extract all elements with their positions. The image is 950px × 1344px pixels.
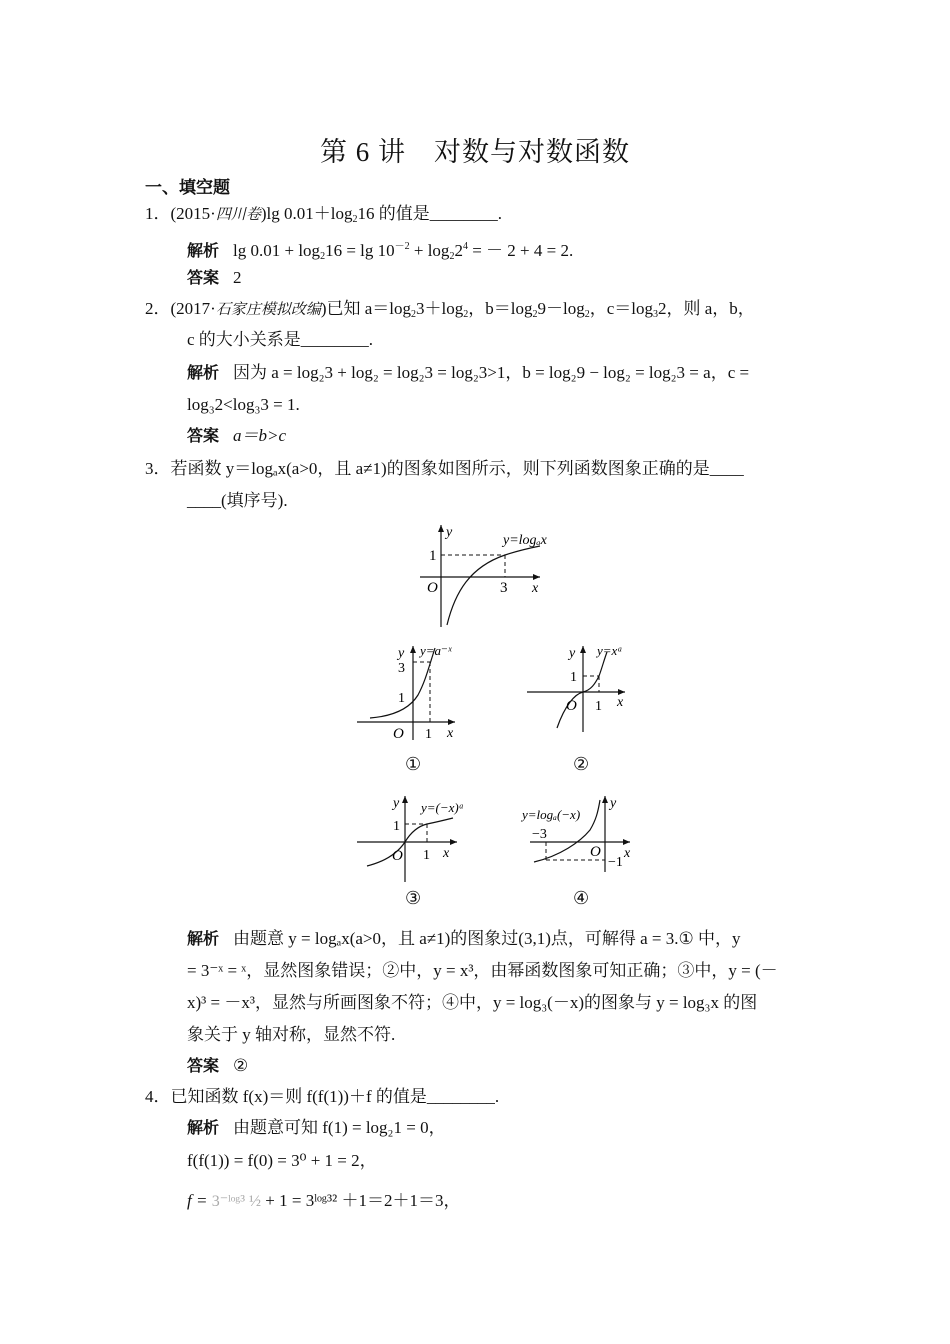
caption-3: ③: [405, 888, 422, 908]
solution-label: 解析: [187, 1118, 220, 1137]
option-4-label: y=logₐ(−x): [522, 807, 581, 822]
figure-option-1: [355, 640, 475, 745]
solution-1: 解析 $\lg 0.01 + \log_216 = \lg 10^{-2} + \log_22^4$ = － 2 + 4 = 2.: [187, 241, 574, 262]
caption-2: ②: [573, 754, 590, 774]
svg-text:O: O: [590, 844, 601, 860]
axis-y: y: [446, 525, 453, 540]
svg-text:1: 1: [570, 670, 577, 685]
svg-text:O: O: [566, 698, 577, 714]
solution-2-cont: log₃2<log₃3 = 1.: [187, 395, 300, 414]
figure-option-4: [520, 790, 645, 885]
answer-label: 答案: [187, 268, 220, 287]
question-3: 3．若函数 y＝logₐx(a>0，且 a≠1)的图象如图所示，则下列函数图象正确的是____: [145, 459, 744, 478]
question-1: 1．(2015·四川卷)lg $0.01+\log_216$ 的值是________.: [145, 204, 502, 225]
svg-text:x: x: [624, 846, 631, 861]
solution-3-line3: x)³ = －x³，显然与所画图象不符；④中，y = log₃(－x)的图象与 y = log₃x 的图: [187, 993, 758, 1012]
svg-text:y: y: [398, 646, 405, 661]
question-3-cont: ____(填序号).: [187, 491, 288, 510]
answer-2: 答案 a＝b>c: [187, 426, 287, 445]
figure-main: [415, 522, 565, 632]
solution-3: 解析 由题意 y = logₐx(a>0，且 a≠1)的图象过(3,1)点，可解得 a = 3.① 中，y: [187, 929, 741, 948]
svg-text:1: 1: [398, 691, 405, 706]
svg-text:1: 1: [423, 848, 430, 863]
option-1-label: y=a⁻ˣ: [420, 643, 452, 658]
svg-text:y: y: [393, 796, 400, 811]
option-2-label: y=xᵃ: [597, 643, 623, 658]
caption-1: ①: [405, 754, 422, 774]
tick-3: 3: [500, 580, 508, 596]
svg-text:x: x: [447, 726, 454, 741]
solution-2: 解析 因为 a = log₂3 + log₂ = log₂3 = log₂3>1，b = log₂9 − log₂ = log₂3 = a，c =: [187, 363, 750, 382]
solution-4-line3: f = 3⁻ˡᵒᵍ³ ½ + 1 = 3ˡᵒᵍ³² ＋1＝2＋1＝3，: [187, 1191, 461, 1210]
answer-3: 答案 ②: [187, 1056, 249, 1075]
answer-1: 答案 2: [187, 268, 242, 287]
figure-option-2: [525, 640, 640, 735]
answer-label: 答案: [187, 426, 220, 445]
svg-text:1: 1: [595, 699, 602, 714]
svg-text:y: y: [569, 646, 576, 661]
svg-text:x: x: [443, 846, 450, 861]
tick-1: 1: [429, 548, 437, 564]
svg-text:1: 1: [425, 727, 432, 742]
solution-4-line2: f(f(1)) = f(0) = 3⁰ + 1 = 2，: [187, 1151, 377, 1170]
section-heading: 一、填空题: [145, 178, 230, 198]
svg-text:1: 1: [393, 819, 400, 834]
svg-text:3: 3: [398, 661, 405, 676]
answer-label: 答案: [187, 1056, 220, 1075]
page-title: 第 6 讲 对数与对数函数: [320, 137, 630, 167]
question-4: 4．已知函数 f(x)＝则 f(f(1))＋f 的值是________.: [145, 1087, 500, 1106]
formula-image: 3⁻ˡᵒᵍ³ ½: [211, 1193, 262, 1210]
solution-3-line2: = 3⁻ˣ = ˣ，显然图象错误；②中，y = x³，由幂函数图象可知正确；③中，y = (－: [187, 961, 778, 980]
solution-label: 解析: [187, 241, 220, 260]
solution-3-line4: 象关于 y 轴对称，显然不符.: [187, 1025, 396, 1044]
svg-text:x: x: [617, 695, 624, 710]
figure-option-3: [355, 790, 480, 885]
svg-text:O: O: [392, 848, 403, 864]
svg-text:−1: −1: [608, 855, 623, 870]
option-3-label: y=(−x)ᵃ: [421, 800, 464, 815]
origin: O: [427, 580, 438, 596]
solution-label: 解析: [187, 363, 220, 382]
svg-text:y: y: [610, 796, 617, 811]
question-2: 2．(2017·石家庄模拟改编)已知 $a=\log_23+\log_2$，$b=\log_29-\log_2$，$c=\log_32$，则 a，b，: [145, 299, 755, 320]
axis-x: x: [532, 581, 539, 596]
curve-label: y=logₐx: [503, 533, 547, 548]
caption-4: ④: [573, 888, 590, 908]
question-2-cont: c 的大小关系是________.: [187, 330, 374, 349]
solution-label: 解析: [187, 929, 220, 948]
svg-text:−3: −3: [532, 827, 547, 842]
svg-text:O: O: [393, 726, 404, 742]
solution-4: 解析 由题意可知 f(1) = log₂1 = 0，: [187, 1118, 446, 1137]
